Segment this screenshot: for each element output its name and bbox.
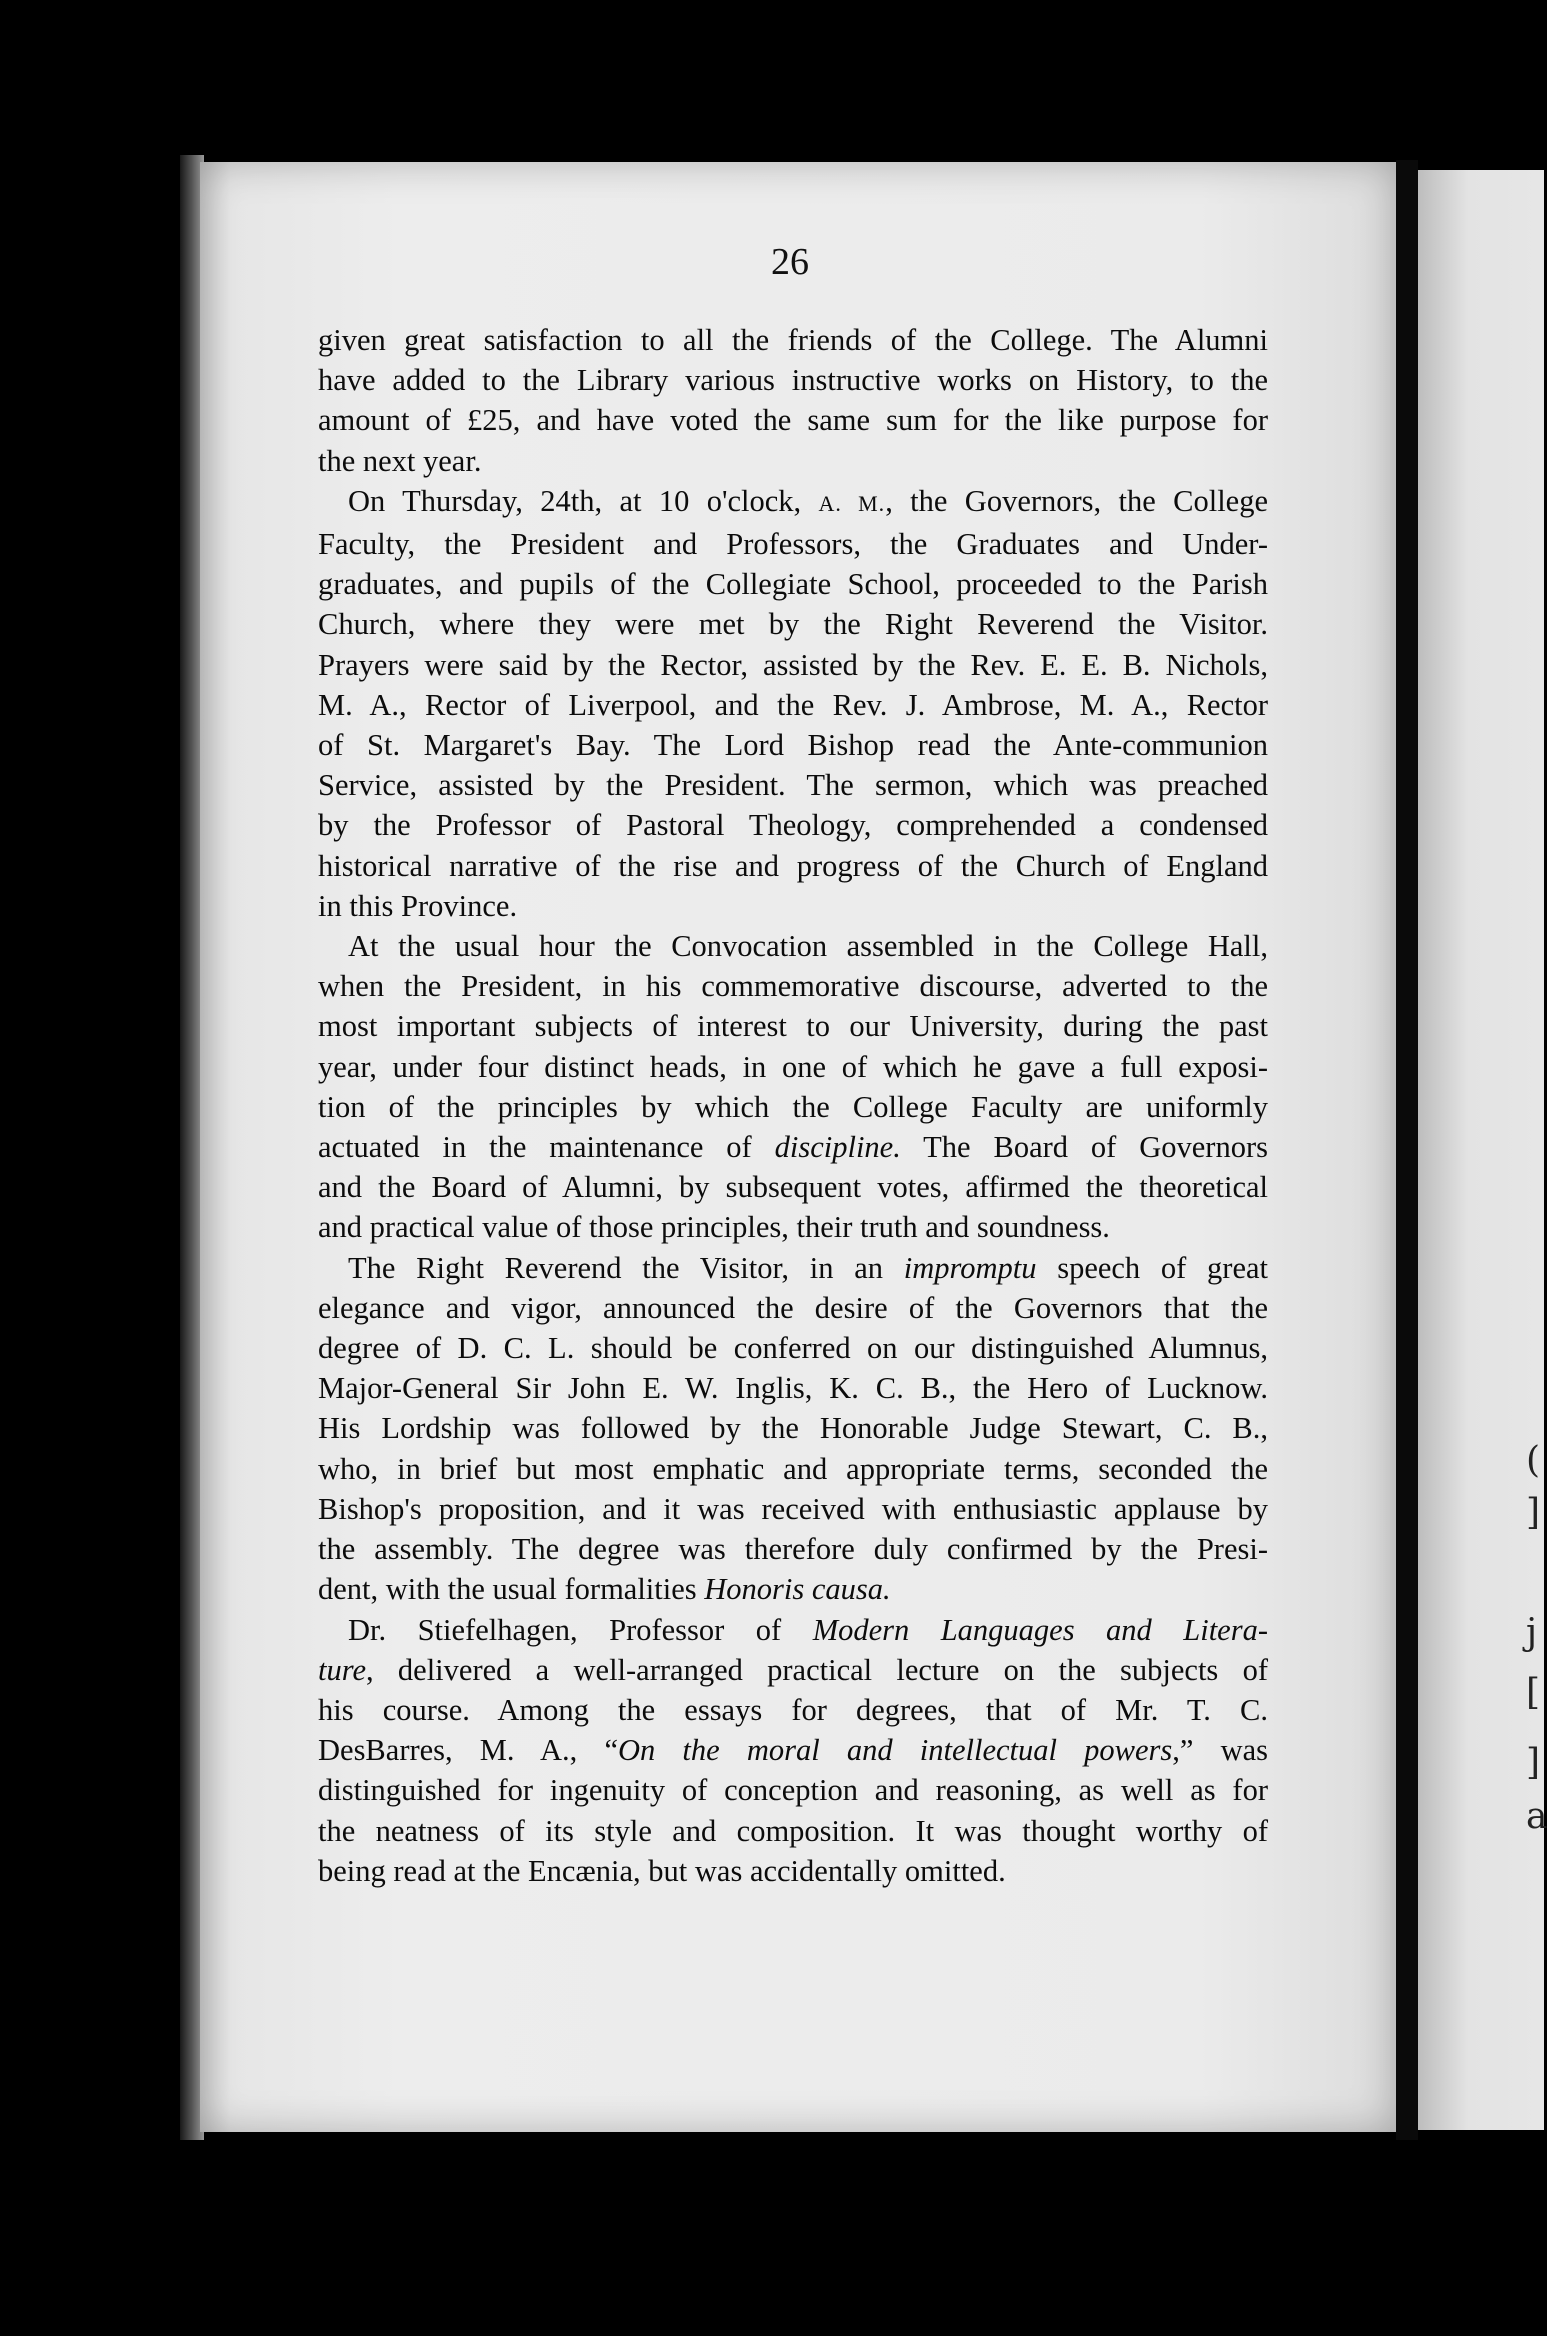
facing-page-glyph: ] bbox=[1526, 1742, 1541, 1783]
text-line: His Lordship was followed by the Honorable Judge Stewart, C. B., bbox=[318, 1411, 1268, 1446]
italic-text: impromptu bbox=[903, 1250, 1037, 1285]
text-line: in this Province. bbox=[318, 888, 518, 923]
book-gutter bbox=[1396, 160, 1418, 2140]
text-line: year, under four distinct heads, in one of which he gave a full exposi- bbox=[318, 1049, 1268, 1084]
text-line: the assembly. The degree was therefore duly confirmed by the Presi- bbox=[318, 1532, 1268, 1567]
facing-page-glyph: a bbox=[1526, 1796, 1547, 1837]
paragraph bbox=[318, 1610, 1268, 1891]
text-line: and practical value of those principles, their truth and soundness. bbox=[318, 1210, 1110, 1245]
italic-text: Modern Languages and Litera- bbox=[812, 1612, 1268, 1647]
small-caps-text: A. M. bbox=[818, 490, 886, 516]
text-line: actuated in the maintenance of discipline. The Board of Governors bbox=[318, 1130, 1268, 1165]
italic-text: On the moral and intellectual powers bbox=[618, 1733, 1173, 1768]
text-line: and the Board of Alumni, by subsequent votes, affirmed the theoretical bbox=[318, 1170, 1268, 1205]
italic-text: discipline. bbox=[774, 1130, 901, 1165]
text-line: distinguished for ingenuity of conception and reasoning, as well as for bbox=[318, 1773, 1268, 1808]
facing-page-glyph: [ bbox=[1526, 1672, 1541, 1713]
paragraph bbox=[318, 320, 1268, 481]
text-line: On Thursday, 24th, at 10 o'clock, A. M., the Governors, the College bbox=[348, 483, 1269, 518]
text-line: Major-General Sir John E. W. Inglis, K. C. B., the Hero of Lucknow. bbox=[318, 1371, 1268, 1406]
paragraph bbox=[318, 481, 1268, 926]
text-line: dent, with the usual formalities Honoris causa. bbox=[318, 1572, 891, 1607]
text-line: historical narrative of the rise and progress of the Church of England bbox=[318, 848, 1268, 883]
text-line: tion of the principles by which the College Faculty are uniformly bbox=[318, 1089, 1268, 1124]
page-number: 26 bbox=[771, 241, 809, 283]
text-line: of St. Margaret's Bay. The Lord Bishop read the Ante-communion bbox=[318, 728, 1268, 763]
text-line: given great satisfaction to all the friends of the College. The Alumni bbox=[318, 323, 1268, 357]
text-line: Faculty, the President and Professors, the Graduates and Under- bbox=[318, 527, 1268, 562]
italic-text: ture bbox=[318, 1652, 366, 1687]
italic-text: Honoris causa. bbox=[704, 1572, 891, 1607]
text-line: degree of D. C. L. should be conferred on our distinguished Alumnus, bbox=[318, 1331, 1268, 1366]
text-line: the neatness of its style and composition. It was thought worthy of bbox=[318, 1813, 1268, 1848]
text-line: Dr. Stiefelhagen, Professor of Modern Languages and Litera- bbox=[348, 1612, 1268, 1647]
text-line: being read at the Encænia, but was accidentally omitted. bbox=[318, 1853, 1006, 1888]
text-line: Prayers were said by the Rector, assisted by the Rev. E. E. B. Nichols, bbox=[318, 647, 1268, 682]
facing-page-glyph: j bbox=[1526, 1612, 1538, 1653]
text-line: when the President, in his commemorative discourse, adverted to the bbox=[318, 969, 1268, 1004]
facing-page-glyph: ] bbox=[1526, 1492, 1541, 1533]
text-line: graduates, and pupils of the Collegiate School, proceeded to the Parish bbox=[318, 567, 1268, 602]
text-line: the next year. bbox=[318, 443, 482, 478]
text-line: At the usual hour the Convocation assembled in the College Hall, bbox=[348, 929, 1268, 964]
text-line: elegance and vigor, announced the desire of the Governors that the bbox=[318, 1290, 1268, 1325]
text-line: most important subjects of interest to our University, during the past bbox=[318, 1009, 1268, 1044]
body-text bbox=[318, 320, 1268, 1891]
text-line: who, in brief but most emphatic and appropriate terms, seconded the bbox=[318, 1451, 1268, 1486]
text-line: The Right Reverend the Visitor, in an impromptu speech of great bbox=[348, 1250, 1269, 1285]
text-line: by the Professor of Pastoral Theology, comprehended a condensed bbox=[318, 808, 1268, 843]
facing-page-glyph: ( bbox=[1526, 1440, 1541, 1481]
text-line: have added to the Library various instructive works on History, to the bbox=[318, 363, 1268, 398]
text-line: Church, where they were met by the Right Reverend the Visitor. bbox=[318, 607, 1268, 642]
text-line: ture, delivered a well-arranged practical lecture on the subjects of bbox=[318, 1652, 1268, 1687]
paragraph bbox=[318, 1248, 1268, 1610]
paragraph bbox=[318, 926, 1268, 1248]
text-line: amount of £25, and have voted the same sum for the like purpose for bbox=[318, 403, 1268, 438]
text-line: M. A., Rector of Liverpool, and the Rev. J. Ambrose, M. A., Rector bbox=[318, 687, 1268, 722]
text-line: his course. Among the essays for degrees, that of Mr. T. C. bbox=[318, 1692, 1268, 1727]
text-line: Bishop's proposition, and it was received with enthusiastic applause by bbox=[318, 1491, 1268, 1526]
text-line: DesBarres, M. A., “On the moral and intellectual powers,” was bbox=[318, 1733, 1268, 1768]
text-line: Service, assisted by the President. The sermon, which was preached bbox=[318, 768, 1268, 803]
